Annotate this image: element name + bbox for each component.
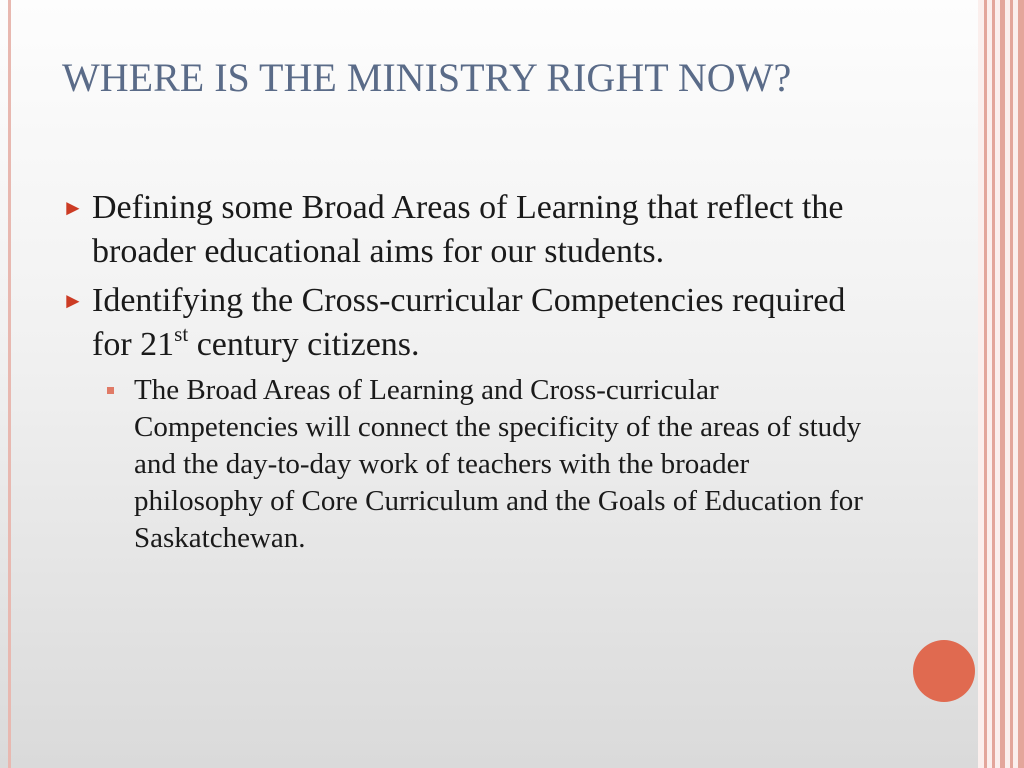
triangle-bullet-icon: ► [62, 288, 84, 313]
left-border-line [8, 0, 11, 768]
slide-body [62, 186, 872, 557]
sub-bullet-text: The Broad Areas of Learning and Cross-curricular Competencies will connect the specificity of the areas of study and the day-to-day work of teachers with the broader philosophy of Core Curriculum and the Goals of Education for Saskatchewan. [134, 374, 863, 554]
bullet-text: Defining some Broad Areas of Learning that reflect the broader educational aims for our students. [92, 189, 844, 270]
bullet-text: Identifying the Cross-curricular Competencies required for 21st century citizens. [92, 282, 846, 363]
bullet-item [62, 186, 872, 274]
right-decorative-stripes [978, 0, 1024, 768]
ordinal-superscript: st [174, 321, 189, 346]
sub-bullet-item [134, 372, 872, 557]
slide-title: WHERE IS THE MINISTRY RIGHT NOW? [62, 55, 792, 100]
square-bullet-icon [107, 387, 114, 394]
decorative-circle [913, 640, 975, 702]
triangle-bullet-icon: ► [62, 195, 84, 220]
bullet-item [62, 279, 872, 367]
